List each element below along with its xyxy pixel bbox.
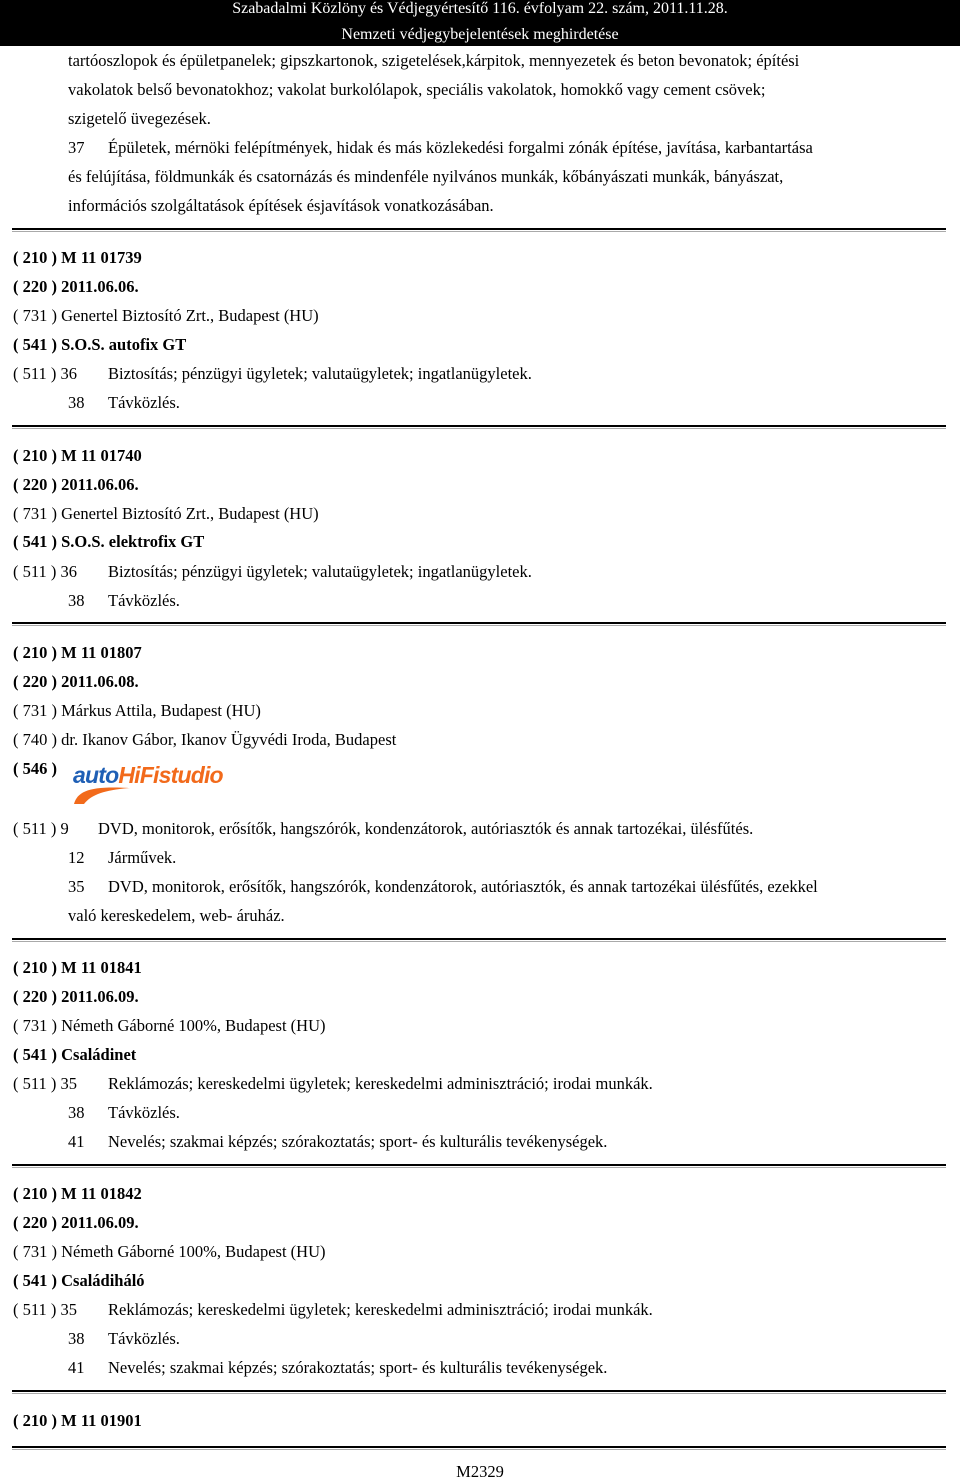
application-number: ( 210 ) M 11 01842 [13, 1184, 142, 1203]
class-text: DVD, monitorok, erősítők, hangszórók, kondenzátorok, autóriasztók és annak tartozékai, ülésfűtés. [98, 819, 754, 838]
class-number: 38 [68, 1329, 85, 1348]
journal-title: Szabadalmi Közlöny és Védjegyértesítő 116. évfolyam 22. szám, 2011.11.28. [232, 0, 728, 17]
class-number: 12 [68, 848, 85, 867]
class-prefix: ( 511 ) 35 [13, 1300, 78, 1319]
class-text: Nevelés; szakmai képzés; szórakoztatás; sport- és kulturális tevékenységek. [108, 1132, 608, 1151]
class-text: Távközlés. [108, 591, 180, 610]
filing-date: ( 220 ) 2011.06.06. [13, 475, 139, 494]
separator [12, 938, 946, 940]
class-text: információs szolgáltatások építések ésjavítások vonatkozásában. [68, 196, 494, 215]
class-text: Reklámozás; kereskedelmi ügyletek; kereskedelmi adminisztráció; irodai munkák. [108, 1074, 653, 1093]
separator [12, 1390, 946, 1392]
class-text: Épületek, mérnöki felépítmények, hidak és más közlekedési forgalmi zónák építése, javítása, karbantartása [108, 138, 813, 157]
intro-line: tartóoszlopok és épületpanelek; gipszkartonok, szigetelések,kárpitok, mennyezetek és beton bevonatok; építési [68, 51, 800, 70]
filing-date: ( 220 ) 2011.06.09. [13, 1213, 139, 1232]
class-text: Biztosítás; pénzügyi ügyletek; valutaügyletek; ingatlanügyletek. [108, 364, 532, 383]
class-number: 37 [68, 138, 85, 157]
intro-line: szigetelő üvegezések. [68, 109, 211, 128]
class-text: és felújítása, földmunkák és csatornázás és mindenféle nyilvános munkák, kőbányászati munkák, bányászat, [68, 167, 784, 186]
autohifistudio-logo [72, 756, 234, 806]
separator [12, 1164, 946, 1166]
page-number: M2329 [456, 1462, 504, 1481]
trademark-name: ( 541 ) S.O.S. elektrofix GT [13, 532, 205, 551]
applicant: ( 731 ) Genertel Biztosító Zrt., Budapest (HU) [13, 306, 319, 325]
class-text: Reklámozás; kereskedelmi ügyletek; kereskedelmi adminisztráció; irodai munkák. [108, 1300, 653, 1319]
class-text: Távközlés. [108, 1329, 180, 1348]
logo-swoosh [74, 788, 130, 804]
figurative-mark-label: ( 546 ) [13, 759, 57, 778]
filing-date: ( 220 ) 2011.06.06. [13, 277, 139, 296]
trademark-name: ( 541 ) Családiháló [13, 1271, 145, 1290]
class-number: 38 [68, 393, 85, 412]
intro-line: vakolatok belső bevonatokhoz; vakolat burkolólapok, speciális vakolatok, homokkő vagy cement csövek; [68, 80, 766, 99]
application-number: ( 210 ) M 11 01739 [13, 248, 142, 267]
application-number: ( 210 ) M 11 01807 [13, 643, 142, 662]
class-number: 41 [68, 1132, 85, 1151]
application-number: ( 210 ) M 11 01901 [13, 1411, 142, 1430]
applicant: ( 731 ) Genertel Biztosító Zrt., Budapest (HU) [13, 504, 319, 523]
class-number: 41 [68, 1358, 85, 1377]
trademark-name: ( 541 ) S.O.S. autofix GT [13, 335, 187, 354]
class-prefix: ( 511 ) 36 [13, 562, 78, 581]
representative: ( 740 ) dr. Ikanov Gábor, Ikanov Ügyvédi Iroda, Budapest [13, 730, 397, 749]
filing-date: ( 220 ) 2011.06.09. [13, 987, 139, 1006]
class-prefix: ( 511 ) 36 [13, 364, 78, 383]
separator [12, 425, 946, 427]
class-text: Távközlés. [108, 393, 180, 412]
class-text: Biztosítás; pénzügyi ügyletek; valutaügyletek; ingatlanügyletek. [108, 562, 532, 581]
section-title: Nemzeti védjegybejelentések meghirdetése [341, 26, 619, 43]
application-number: ( 210 ) M 11 01740 [13, 446, 142, 465]
class-prefix: ( 511 ) 35 [13, 1074, 78, 1093]
applicant: ( 731 ) Németh Gáborné 100%, Budapest (HU) [13, 1016, 326, 1035]
class-text: Járművek. [108, 848, 177, 867]
class-number: 35 [68, 877, 85, 896]
page-header [0, 0, 960, 46]
class-text: való kereskedelem, web- áruház. [68, 906, 285, 925]
class-text: DVD, monitorok, erősítők, hangszórók, kondenzátorok, autóriasztók, és annak tartozékai ülésfűtés, ezekkel [108, 877, 818, 896]
logo-text: autoHiFistudio [73, 762, 223, 788]
application-number: ( 210 ) M 11 01841 [13, 958, 142, 977]
filing-date: ( 220 ) 2011.06.08. [13, 672, 139, 691]
separator [12, 622, 946, 624]
class-text: Távközlés. [108, 1103, 180, 1122]
applicant: ( 731 ) Márkus Attila, Budapest (HU) [13, 701, 261, 720]
separator [12, 228, 946, 230]
trademark-name: ( 541 ) Családinet [13, 1045, 137, 1064]
class-text: Nevelés; szakmai képzés; szórakoztatás; sport- és kulturális tevékenységek. [108, 1358, 608, 1377]
class-prefix: ( 511 ) 9 [13, 819, 69, 838]
separator [12, 1446, 946, 1448]
applicant: ( 731 ) Németh Gáborné 100%, Budapest (HU) [13, 1242, 326, 1261]
class-number: 38 [68, 1103, 85, 1122]
class-number: 38 [68, 591, 85, 610]
